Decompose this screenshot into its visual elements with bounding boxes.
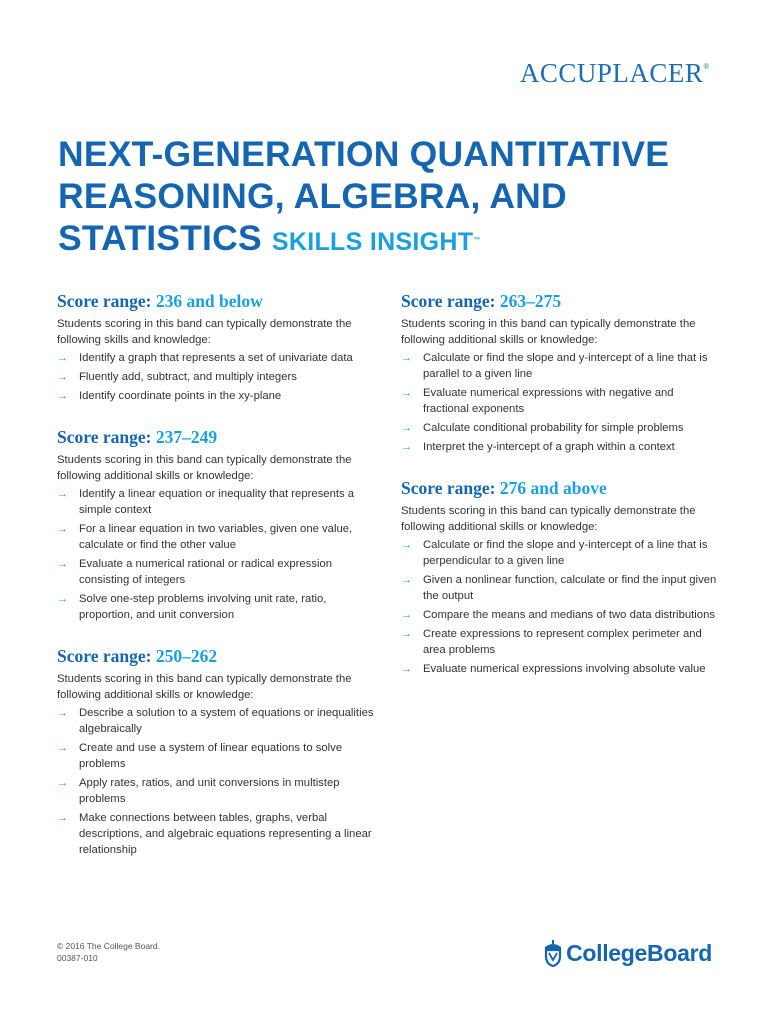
title-line-2: REASONING, ALGEBRA, AND — [58, 176, 567, 216]
page-title — [58, 133, 738, 263]
skill-text: Calculate conditional probability for simple problems — [423, 422, 684, 434]
skill-item — [401, 350, 721, 382]
arrow-right-icon: → — [57, 812, 68, 824]
arrow-right-icon: → — [57, 371, 68, 383]
score-range-heading — [401, 475, 721, 501]
accuplacer-logo — [520, 58, 710, 89]
arrow-right-icon: → — [57, 707, 68, 719]
skill-text: Identify a linear equation or inequality that represents a simple context — [79, 488, 355, 516]
score-section — [57, 288, 377, 404]
arrow-right-icon: → — [57, 777, 68, 789]
footer-copyright — [57, 940, 160, 964]
section-intro: Students scoring in this band can typically demonstrate the following additional skills or knowledge: — [57, 454, 352, 482]
arrow-right-icon: → — [57, 352, 68, 364]
skill-item — [401, 572, 721, 604]
skills-list — [57, 705, 377, 858]
document-code: 00387-010 — [57, 953, 98, 963]
skill-item — [401, 607, 721, 623]
skills-list — [401, 350, 721, 455]
skill-text: For a linear equation in two variables, given one value, calculate or find the other value — [79, 523, 353, 551]
score-range-heading — [401, 288, 721, 314]
skill-item — [57, 350, 377, 366]
score-section — [57, 424, 377, 623]
page-subtitle — [272, 228, 481, 256]
skills-list — [57, 486, 377, 623]
arrow-right-icon: → — [57, 390, 68, 402]
brand-name: ACCUPLACER — [519, 58, 704, 88]
score-range-label: Score range: — [57, 427, 152, 447]
score-range-heading — [57, 643, 377, 669]
arrow-right-icon: → — [401, 574, 412, 586]
skill-text: Calculate or find the slope and y-intercept of a line that is perpendicular to a given line — [423, 539, 708, 567]
copyright-text: © 2016 The College Board. — [57, 941, 160, 951]
skill-text: Solve one-step problems involving unit rate, ratio, proportion, and unit conversion — [79, 593, 327, 621]
skill-text: Identify a graph that represents a set of univariate data — [79, 352, 353, 364]
score-section — [401, 288, 721, 455]
skill-text: Given a nonlinear function, calculate or find the input given the output — [423, 574, 717, 602]
score-range-label: Score range: — [57, 646, 152, 666]
score-range-value: 263–275 — [499, 291, 562, 311]
score-range-label: Score range: — [401, 291, 496, 311]
arrow-right-icon: → — [401, 628, 412, 640]
score-section — [57, 643, 377, 858]
score-range-value: 236 and below — [155, 291, 263, 311]
skill-item — [57, 705, 377, 737]
skill-item — [57, 388, 377, 404]
score-section — [401, 475, 721, 677]
arrow-right-icon: → — [401, 387, 412, 399]
skill-item — [401, 385, 721, 417]
skill-item — [57, 486, 377, 518]
skill-item — [57, 775, 377, 807]
arrow-right-icon: → — [401, 609, 412, 621]
arrow-right-icon: → — [57, 593, 68, 605]
title-line-3 — [58, 217, 738, 263]
title-line-1: NEXT-GENERATION QUANTITATIVE — [58, 134, 670, 174]
score-range-value: 276 and above — [499, 478, 607, 498]
skill-text: Create expressions to represent complex perimeter and area problems — [423, 628, 702, 656]
skill-item — [57, 810, 377, 858]
skill-item — [57, 521, 377, 553]
score-range-value: 237–249 — [155, 427, 218, 447]
score-range-value: 250–262 — [155, 646, 218, 666]
skill-text: Fluently add, subtract, and multiply integers — [79, 371, 297, 383]
arrow-right-icon: → — [401, 422, 412, 434]
score-range-heading — [57, 424, 377, 450]
logo-text: CollegeBoard — [566, 939, 712, 966]
skill-item — [57, 369, 377, 385]
score-range-label: Score range: — [57, 291, 152, 311]
skill-item — [401, 439, 721, 455]
skill-text: Identify coordinate points in the xy-plane — [79, 390, 282, 402]
skills-list — [401, 537, 721, 677]
arrow-right-icon: → — [57, 742, 68, 754]
title-line-3-text: STATISTICS — [58, 218, 262, 258]
skill-text: Compare the means and medians of two data distributions — [423, 609, 715, 621]
section-intro: Students scoring in this band can typically demonstrate the following skills and knowledge: — [57, 318, 352, 346]
skill-item — [401, 537, 721, 569]
registered-mark: ® — [703, 62, 710, 71]
skill-text: Evaluate numerical expressions involving absolute value — [423, 663, 706, 675]
score-range-heading — [57, 288, 377, 314]
collegeboard-logo — [542, 938, 712, 968]
skill-text: Apply rates, ratios, and unit conversions in multistep problems — [79, 777, 340, 805]
skill-item — [401, 661, 721, 677]
skill-item — [57, 591, 377, 623]
left-column — [57, 288, 377, 878]
skill-text: Describe a solution to a system of equations or inequalities algebraically — [79, 707, 374, 735]
section-intro: Students scoring in this band can typically demonstrate the following additional skills or knowledge: — [401, 318, 696, 346]
arrow-right-icon: → — [401, 539, 412, 551]
right-column — [401, 288, 721, 697]
skill-item — [57, 556, 377, 588]
trademark-mark: ™ — [473, 237, 481, 244]
skill-item — [401, 626, 721, 658]
arrow-right-icon: → — [57, 558, 68, 570]
subtitle-text: SKILLS INSIGHT — [271, 228, 474, 256]
acorn-icon — [542, 938, 564, 968]
score-range-label: Score range: — [401, 478, 496, 498]
skills-list — [57, 350, 377, 404]
arrow-right-icon: → — [401, 352, 412, 364]
arrow-right-icon: → — [401, 663, 412, 675]
skill-text: Make connections between tables, graphs, verbal descriptions, and algebraic equations representing a linear relationship — [79, 812, 372, 856]
arrow-right-icon: → — [57, 488, 68, 500]
skill-text: Evaluate a numerical rational or radical expression consisting of integers — [79, 558, 333, 586]
section-intro: Students scoring in this band can typically demonstrate the following additional skills or knowledge: — [401, 505, 696, 533]
skill-text: Create and use a system of linear equations to solve problems — [79, 742, 343, 770]
arrow-right-icon: → — [57, 523, 68, 535]
skill-text: Calculate or find the slope and y-intercept of a line that is parallel to a given line — [423, 352, 708, 380]
arrow-right-icon: → — [401, 441, 412, 453]
skill-item — [57, 740, 377, 772]
skill-text: Interpret the y-intercept of a graph within a context — [423, 441, 675, 453]
section-intro: Students scoring in this band can typically demonstrate the following additional skills or knowledge: — [57, 673, 352, 701]
skill-item — [401, 420, 721, 436]
skill-text: Evaluate numerical expressions with negative and fractional exponents — [423, 387, 674, 415]
